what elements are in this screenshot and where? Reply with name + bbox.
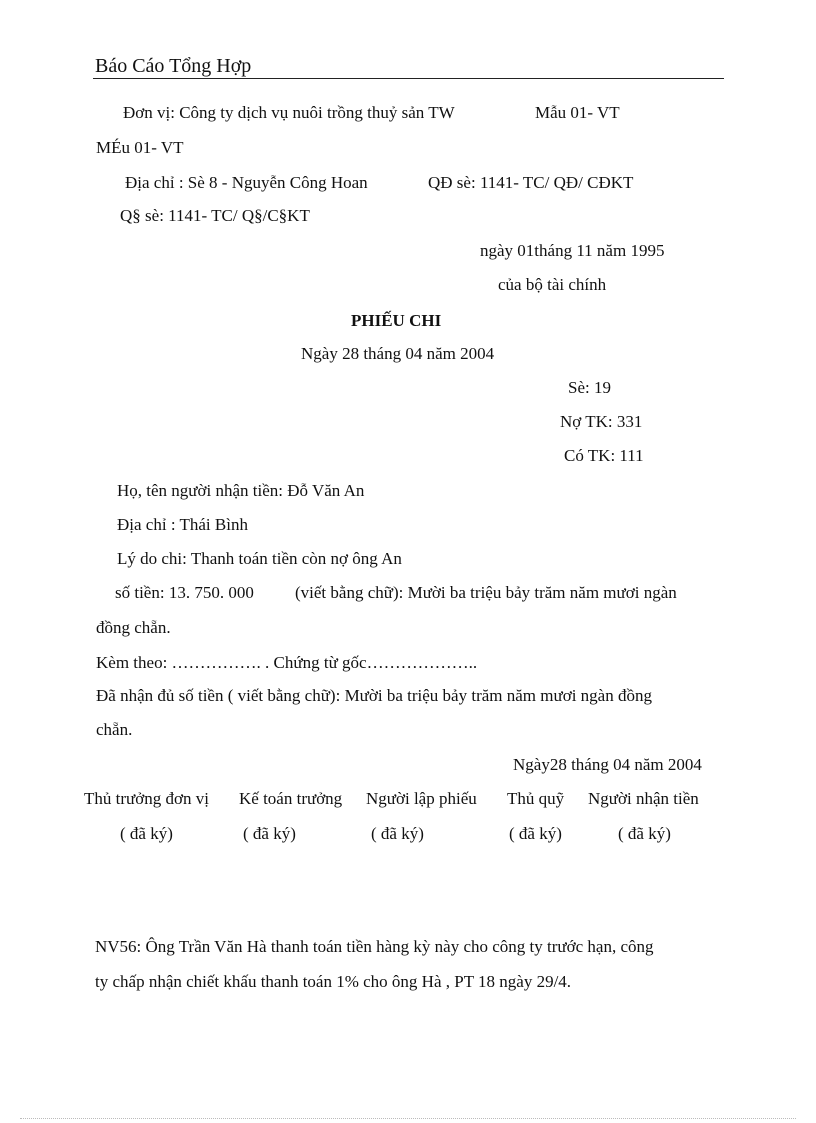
transaction-note: NV56: Ông Trần Văn Hà thanh toán tiền hàng kỳ này cho công ty trước hạn, công <box>95 937 654 956</box>
voucher-number: Sè: 19 <box>568 378 611 397</box>
received-amount: Đã nhận đủ số tiền ( viết bằng chữ): Mười ba triệu bảy trăm năm mươi ngàn đồng <box>96 686 652 705</box>
signature-role: Người nhận tiền <box>588 789 699 808</box>
signature-status: ( đã ký) <box>618 824 671 843</box>
unit-address: Địa chỉ : Sè 8 - Nguyễn Công Hoan <box>125 173 368 192</box>
voucher-title: PHIẾU CHI <box>351 311 442 330</box>
debit-account: Nợ TK: 331 <box>560 412 643 431</box>
signature-role: Kế toán trưởng <box>239 789 343 808</box>
credit-account: Có TK: 111 <box>564 446 644 465</box>
signature-status: ( đã ký) <box>243 824 296 843</box>
ministry-label: của bộ tài chính <box>498 275 607 294</box>
payment-reason: Lý do chi: Thanh toán tiền còn nợ ông An <box>117 549 402 568</box>
signature-status: ( đã ký) <box>509 824 562 843</box>
signature-date: Ngày28 tháng 04 năm 2004 <box>513 755 702 774</box>
signature-role: Thủ quỹ <box>507 789 565 808</box>
signature-status: ( đã ký) <box>371 824 424 843</box>
received-amount-cont: chẵn. <box>96 720 133 739</box>
amount-words-cont: đồng chẵn. <box>96 618 171 637</box>
form-code-garbled: MÉu 01- VT <box>96 138 184 157</box>
recipient-address: Địa chỉ : Thái Bình <box>117 515 248 534</box>
decision-date: ngày 01tháng 11 năm 1995 <box>480 241 665 260</box>
form-code: Mẫu 01- VT <box>535 103 620 122</box>
recipient-name: Họ, tên người nhận tiền: Đỗ Văn An <box>117 481 365 500</box>
decision-number: QĐ sè: 1141- TC/ QĐ/ CĐKT <box>428 173 634 192</box>
amount-words: (viết bằng chữ): Mười ba triệu bảy trăm năm mươi ngàn <box>295 583 677 602</box>
signature-status: ( đã ký) <box>120 824 173 843</box>
voucher-date: Ngày 28 tháng 04 năm 2004 <box>301 344 495 363</box>
unit-name: Đơn vị: Công ty dịch vụ nuôi trồng thuỷ sản TW <box>123 103 455 122</box>
page-bottom-border <box>20 1118 796 1119</box>
attachments: Kèm theo: ……………. . Chứng từ gốc……………….. <box>96 653 478 672</box>
signature-role: Người lập phiếu <box>366 789 477 808</box>
header-rule <box>93 78 724 79</box>
page-header-title: Báo Cáo Tổng Hợp <box>95 55 252 77</box>
transaction-note-cont: ty chấp nhận chiết khấu thanh toán 1% cho ông Hà , PT 18 ngày 29/4. <box>95 972 572 991</box>
decision-number-garbled: Q§ sè: 1141- TC/ Q§/C§KT <box>120 206 310 225</box>
signature-role: Thủ trưởng đơn vị <box>84 789 209 808</box>
amount-figure: số tiền: 13. 750. 000 <box>115 583 254 602</box>
